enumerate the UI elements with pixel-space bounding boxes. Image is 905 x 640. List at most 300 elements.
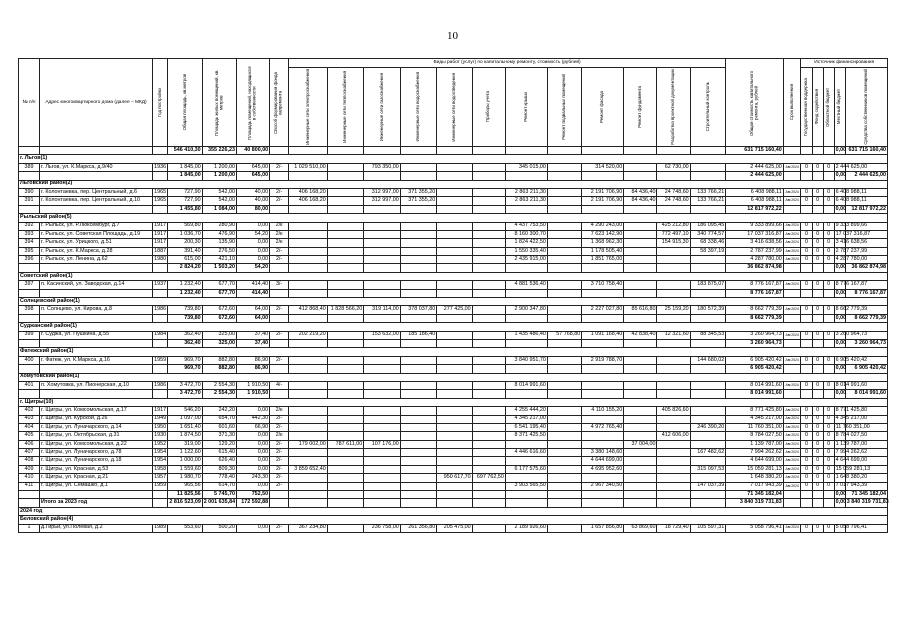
table-cell: 8 662 779,39 xyxy=(726,314,784,322)
table-cell: г. Льгов, ул. К.Маркса, д.9/40 xyxy=(40,163,153,171)
table-row xyxy=(19,256,888,264)
table-cell xyxy=(801,264,812,272)
table-cell: 71 345 182,04 xyxy=(726,491,784,499)
table-cell: 85 616,80 xyxy=(624,306,657,314)
table-cell xyxy=(547,339,581,347)
table-cell xyxy=(364,491,401,499)
page-number: 10 xyxy=(447,30,458,42)
table-cell: 15 059 281,13 xyxy=(726,465,784,473)
table-cell: п. Хомутовка, ул. Пионерская, д.10 xyxy=(40,381,153,389)
table-cell: 2/- xyxy=(270,524,289,532)
table-cell xyxy=(472,356,505,364)
table-cell xyxy=(823,289,834,297)
table-cell: 2/- xyxy=(270,423,289,431)
table-cell: 2 900 347,80 xyxy=(505,306,547,314)
table-cell xyxy=(547,239,581,247)
subtotal-row xyxy=(19,339,888,347)
table-cell xyxy=(547,440,581,448)
table-cell: 476,90 xyxy=(202,230,236,238)
table-cell: 1917 xyxy=(152,230,167,238)
table-cell xyxy=(801,147,812,155)
table-cell xyxy=(400,465,437,473)
table-cell xyxy=(505,147,547,155)
table-cell xyxy=(289,230,328,238)
table-cell: 569,80 xyxy=(168,222,202,230)
table-cell: 395 xyxy=(19,247,40,255)
table-cell xyxy=(812,264,823,272)
table-cell xyxy=(547,449,581,457)
table-cell: 186 095,45 xyxy=(690,222,726,230)
table-cell: 8 014 991,60 xyxy=(845,390,887,398)
table-cell: 2/- xyxy=(270,356,289,364)
table-cell: 2/- xyxy=(270,415,289,423)
table-cell: 185 186,40 xyxy=(400,331,437,339)
table-cell xyxy=(289,407,328,415)
table-cell: 4 110 155,20 xyxy=(582,407,624,415)
table-cell: 0 xyxy=(823,423,834,431)
table-cell xyxy=(801,491,812,499)
table-cell: 1980 xyxy=(152,256,167,264)
table-cell: 787 611,00 xyxy=(327,440,364,448)
table-cell xyxy=(582,499,624,507)
table-cell: 406 xyxy=(19,440,40,448)
table-cell: 410 xyxy=(19,474,40,482)
table-cell: 0 xyxy=(801,239,812,247)
table-cell: 15 059 281,13 xyxy=(834,465,845,473)
table-cell xyxy=(547,306,581,314)
table-cell: 1984 xyxy=(152,331,167,339)
table-cell: 0 xyxy=(823,356,834,364)
table-cell xyxy=(783,314,801,322)
table-cell xyxy=(624,230,657,238)
table-cell: 1 232,40 xyxy=(168,289,202,297)
table-cell: 631 715 160,40 xyxy=(845,147,887,155)
table-cell xyxy=(472,264,505,272)
table-cell xyxy=(327,172,364,180)
table-cell xyxy=(624,465,657,473)
section-title: Рыльский район(5) xyxy=(19,214,888,222)
table-cell xyxy=(327,331,364,339)
table-cell: 0 xyxy=(801,188,812,196)
table-cell xyxy=(547,465,581,473)
table-cell xyxy=(327,482,364,490)
table-cell: 2 554,30 xyxy=(202,381,236,389)
table-cell xyxy=(582,381,624,389)
table-cell: 677,70 xyxy=(202,289,236,297)
header-work-heat: Инженерные сети теплоснабжения xyxy=(342,71,348,143)
table-cell xyxy=(547,197,581,205)
header-sources-group: Источник финансирования xyxy=(801,59,888,68)
table-cell xyxy=(812,390,823,398)
table-cell: п. Касинский, ул. Заводская, д.14 xyxy=(40,281,153,289)
table-cell: 727,90 xyxy=(168,188,202,196)
table-cell xyxy=(19,172,40,180)
table-cell xyxy=(505,365,547,373)
section-title: Советский район(1) xyxy=(19,272,888,280)
table-cell xyxy=(690,147,726,155)
table-cell: 0,00 xyxy=(236,524,269,532)
table-cell: 409 xyxy=(19,465,40,473)
table-cell xyxy=(582,432,624,440)
table-cell: 1 828 566,20 xyxy=(327,306,364,314)
table-cell xyxy=(624,163,657,171)
table-cell: 8 662 779,39 xyxy=(726,306,784,314)
table-cell: 1989 xyxy=(152,524,167,532)
table-cell: 3 472,70 xyxy=(168,390,202,398)
table-cell: 0 xyxy=(823,197,834,205)
table-cell: 362,40 xyxy=(168,339,202,347)
table-cell: 37 004,00 xyxy=(624,440,657,448)
table-cell: 1 845,00 xyxy=(168,172,202,180)
table-cell xyxy=(327,457,364,465)
table-cell: 1959 xyxy=(152,356,167,364)
table-cell: 40,00 xyxy=(236,188,269,196)
table-cell: 1 029 510,00 xyxy=(289,163,328,171)
table-cell: 412 606,00 xyxy=(657,432,690,440)
table-cell: 3 840 951,70 xyxy=(505,356,547,364)
table-cell: 2/к xyxy=(270,407,289,415)
table-row xyxy=(19,331,888,339)
table-cell xyxy=(624,205,657,213)
table-cell: 6 408 988,11 xyxy=(834,188,845,196)
table-cell: г. Щигры, ул. Луначарского, д.14 xyxy=(40,423,153,431)
table-cell: 8 014 991,60 xyxy=(834,381,845,389)
table-cell: 0,00 xyxy=(834,314,845,322)
table-cell xyxy=(624,482,657,490)
table-cell: 371 355,20 xyxy=(400,188,437,196)
table-cell xyxy=(624,339,657,347)
table-cell xyxy=(801,289,812,297)
table-cell xyxy=(364,222,401,230)
table-cell: 11 825,56 xyxy=(168,491,202,499)
table-cell xyxy=(400,256,437,264)
table-cell: 5 745,70 xyxy=(202,491,236,499)
table-cell: г. Колонтаевка, пер. Центральный, д.6 xyxy=(40,188,153,196)
table-cell xyxy=(657,499,690,507)
table-cell xyxy=(690,407,726,415)
table-cell: Авг.2024 xyxy=(783,256,801,264)
table-cell: 1 091 168,40 xyxy=(582,331,624,339)
table-cell xyxy=(783,365,801,373)
table-cell: 0,00 xyxy=(834,264,845,272)
table-cell: 18 729,40 xyxy=(657,524,690,532)
table-cell xyxy=(289,281,328,289)
table-cell xyxy=(657,147,690,155)
table-cell: 4 446 616,60 xyxy=(505,449,547,457)
table-cell: Авг.2024 xyxy=(783,247,801,255)
table-cell: 1 648 380,20 xyxy=(726,474,784,482)
table-cell: 0 xyxy=(801,222,812,230)
table-cell xyxy=(624,499,657,507)
table-cell: 0 xyxy=(812,524,823,532)
table-cell xyxy=(327,390,364,398)
table-cell: 0 xyxy=(812,449,823,457)
table-cell xyxy=(40,205,153,213)
header-address: Адрес многоквартирного дома (далее – МКД) xyxy=(40,59,153,147)
table-cell xyxy=(437,449,472,457)
table-cell xyxy=(437,482,472,490)
table-row xyxy=(19,306,888,314)
table-cell: 0 xyxy=(812,423,823,431)
table-cell xyxy=(547,247,581,255)
table-cell: 8 776 167,87 xyxy=(845,289,887,297)
table-cell xyxy=(327,264,364,272)
table-cell xyxy=(582,491,624,499)
table-cell xyxy=(364,449,401,457)
table-cell: 8 776 167,87 xyxy=(726,289,784,297)
table-cell xyxy=(472,407,505,415)
table-row xyxy=(19,407,888,415)
table-cell: 2 554,30 xyxy=(202,390,236,398)
table-cell: 2/- xyxy=(270,482,289,490)
header-works-group: Виды работ (услуг) по капитальному ремонту, стоимость (рублей) xyxy=(289,59,726,68)
table-cell: 0 xyxy=(812,432,823,440)
table-cell xyxy=(400,365,437,373)
table-cell xyxy=(327,407,364,415)
table-cell xyxy=(624,222,657,230)
table-cell: 0,00 xyxy=(834,339,845,347)
table-cell: 401 xyxy=(19,381,40,389)
table-cell: 0,00 xyxy=(236,407,269,415)
table-cell: 7 017 943,39 xyxy=(834,482,845,490)
table-cell: 8 014 991,60 xyxy=(505,381,547,389)
header-work-control: Строительный контроль xyxy=(704,82,710,132)
table-cell: 3 260 964,73 xyxy=(726,339,784,347)
table-cell: 0 xyxy=(823,415,834,423)
table-cell xyxy=(547,390,581,398)
table-cell xyxy=(472,222,505,230)
table-cell xyxy=(400,482,437,490)
table-cell xyxy=(547,499,581,507)
table-cell: 2/- xyxy=(270,306,289,314)
table-cell: 0 xyxy=(823,281,834,289)
table-row xyxy=(19,381,888,389)
section-title: Хомутовский район(1) xyxy=(19,373,888,381)
table-cell xyxy=(40,339,153,347)
table-cell: 1 000,00 xyxy=(168,457,202,465)
table-cell: 394 xyxy=(19,239,40,247)
table-cell: 8 776 167,87 xyxy=(834,281,845,289)
table-cell xyxy=(624,365,657,373)
table-cell: г. Щигры, ул. Красная, д.53 xyxy=(40,465,153,473)
table-cell: 107 176,00 xyxy=(364,440,401,448)
table-cell xyxy=(582,289,624,297)
table-cell: г. Суджа, ул. Пушкина, д.55 xyxy=(40,331,153,339)
table-cell xyxy=(472,147,505,155)
table-cell xyxy=(364,381,401,389)
table-cell: 5 058 796,41 xyxy=(834,524,845,532)
table-cell xyxy=(19,339,40,347)
table-cell: 12 817 972,22 xyxy=(726,205,784,213)
subtotal-row xyxy=(19,314,888,322)
table-cell: 0,00 xyxy=(236,222,269,230)
table-cell: 0 xyxy=(812,247,823,255)
table-cell xyxy=(400,222,437,230)
grand-total-row xyxy=(19,499,888,507)
table-cell: 0 xyxy=(823,465,834,473)
table-cell xyxy=(152,390,167,398)
table-cell xyxy=(624,449,657,457)
section-title: Льговский район(2) xyxy=(19,180,888,188)
table-cell xyxy=(657,415,690,423)
table-cell xyxy=(364,256,401,264)
table-cell xyxy=(657,457,690,465)
table-cell xyxy=(812,147,823,155)
table-cell: 969,70 xyxy=(168,356,202,364)
table-cell: 4 644 699,00 xyxy=(834,457,845,465)
table-cell: 1954 xyxy=(152,457,167,465)
table-cell xyxy=(437,188,472,196)
table-cell xyxy=(801,390,812,398)
table-cell xyxy=(505,440,547,448)
table-cell xyxy=(40,172,153,180)
table-cell xyxy=(437,264,472,272)
table-cell xyxy=(823,205,834,213)
table-cell xyxy=(657,491,690,499)
table-cell: 0 xyxy=(823,440,834,448)
table-cell: 242,20 xyxy=(202,407,236,415)
table-cell xyxy=(364,482,401,490)
table-cell: 3 260 964,73 xyxy=(845,339,887,347)
table-cell xyxy=(289,239,328,247)
table-cell: г. Щигры, ул. Комсомольская, д.22 xyxy=(40,440,153,448)
table-cell xyxy=(364,147,401,155)
table-row xyxy=(19,474,888,482)
table-cell: 25 159,20 xyxy=(657,306,690,314)
table-cell: 0 xyxy=(823,222,834,230)
table-cell: 1 084,00 xyxy=(202,205,236,213)
table-cell xyxy=(400,423,437,431)
table-cell: 0 xyxy=(823,524,834,532)
table-cell: 0 xyxy=(801,247,812,255)
section-title: г. Льгов(1) xyxy=(19,155,888,163)
table-cell: 180 572,39 xyxy=(690,306,726,314)
table-cell: 0 xyxy=(823,247,834,255)
table-cell: г. Щигры, ул. Луначарского, д.18 xyxy=(40,457,153,465)
table-cell: 0 xyxy=(801,423,812,431)
table-cell xyxy=(624,415,657,423)
table-cell xyxy=(624,381,657,389)
table-cell: 0 xyxy=(801,474,812,482)
table-cell: 414,40 xyxy=(236,289,269,297)
table-cell: 425 212,80 xyxy=(657,222,690,230)
table-cell: 243,30 xyxy=(236,474,269,482)
table-cell xyxy=(582,365,624,373)
table-cell xyxy=(437,415,472,423)
table-cell xyxy=(400,281,437,289)
table-cell: 391,40 xyxy=(168,247,202,255)
table-cell xyxy=(582,314,624,322)
table-cell xyxy=(400,491,437,499)
table-cell xyxy=(289,205,328,213)
table-cell xyxy=(690,314,726,322)
table-cell xyxy=(690,172,726,180)
table-cell: 276,50 xyxy=(202,247,236,255)
table-cell xyxy=(547,474,581,482)
table-cell xyxy=(547,230,581,238)
table-cell: 0,00 xyxy=(236,239,269,247)
table-cell xyxy=(437,256,472,264)
table-cell: 2 444 625,00 xyxy=(845,172,887,180)
table-cell xyxy=(327,147,364,155)
table-cell xyxy=(289,457,328,465)
table-cell xyxy=(472,172,505,180)
table-cell xyxy=(505,491,547,499)
section-row xyxy=(19,180,888,188)
table-cell xyxy=(547,415,581,423)
table-cell: 6 408 988,11 xyxy=(726,197,784,205)
table-cell xyxy=(472,440,505,448)
table-cell: 1 910,50 xyxy=(236,381,269,389)
table-cell xyxy=(327,491,364,499)
table-cell: 0 xyxy=(812,474,823,482)
header-work-electric: Инженерные сети электроснабжения xyxy=(304,69,310,145)
table-cell xyxy=(783,491,801,499)
table-cell xyxy=(400,432,437,440)
table-cell: 11 760 351,00 xyxy=(726,423,784,431)
header-work-sewer: Инженерные сети водоотведения xyxy=(451,72,457,142)
table-cell xyxy=(823,264,834,272)
table-cell: 8 784 027,50 xyxy=(834,432,845,440)
table-cell xyxy=(327,339,364,347)
header-work-design: Разработка проектной документации xyxy=(670,69,676,145)
table-cell xyxy=(657,381,690,389)
table-cell xyxy=(289,432,328,440)
table-cell xyxy=(472,449,505,457)
table-cell xyxy=(690,381,726,389)
table-cell: 9 333 899,66 xyxy=(834,222,845,230)
table-cell: 408 xyxy=(19,457,40,465)
table-cell xyxy=(437,365,472,373)
table-cell: 1 178 505,40 xyxy=(582,247,624,255)
table-cell: 0 xyxy=(801,256,812,264)
table-cell xyxy=(270,491,289,499)
table-cell: 6 177 575,60 xyxy=(505,465,547,473)
table-cell: 2/- xyxy=(270,440,289,448)
table-cell xyxy=(364,499,401,507)
table-cell xyxy=(327,381,364,389)
table-cell: 1 851 765,00 xyxy=(582,256,624,264)
table-cell: 1887 xyxy=(152,247,167,255)
table-cell: 677,70 xyxy=(202,281,236,289)
table-cell xyxy=(690,499,726,507)
table-cell: 3/- xyxy=(270,281,289,289)
table-cell xyxy=(472,188,505,196)
table-cell: 0,00 xyxy=(236,247,269,255)
table-cell xyxy=(657,482,690,490)
table-cell xyxy=(327,256,364,264)
table-cell: 0 xyxy=(812,331,823,339)
table-cell xyxy=(472,524,505,532)
table-cell: 1936 xyxy=(152,163,167,171)
table-cell xyxy=(547,365,581,373)
section-row xyxy=(19,272,888,280)
table-cell: 0 xyxy=(823,449,834,457)
table-cell xyxy=(690,432,726,440)
table-cell xyxy=(19,390,40,398)
table-cell xyxy=(437,314,472,322)
table-cell: 0 xyxy=(812,306,823,314)
table-cell: 4 287 780,00 xyxy=(726,256,784,264)
table-cell: Авг.2024 xyxy=(783,356,801,364)
table-cell: 0 xyxy=(812,457,823,465)
subtotal-row xyxy=(19,289,888,297)
table-cell xyxy=(270,264,289,272)
table-cell: 36 862 874,98 xyxy=(845,264,887,272)
table-cell xyxy=(547,491,581,499)
table-cell xyxy=(19,205,40,213)
table-cell xyxy=(657,247,690,255)
